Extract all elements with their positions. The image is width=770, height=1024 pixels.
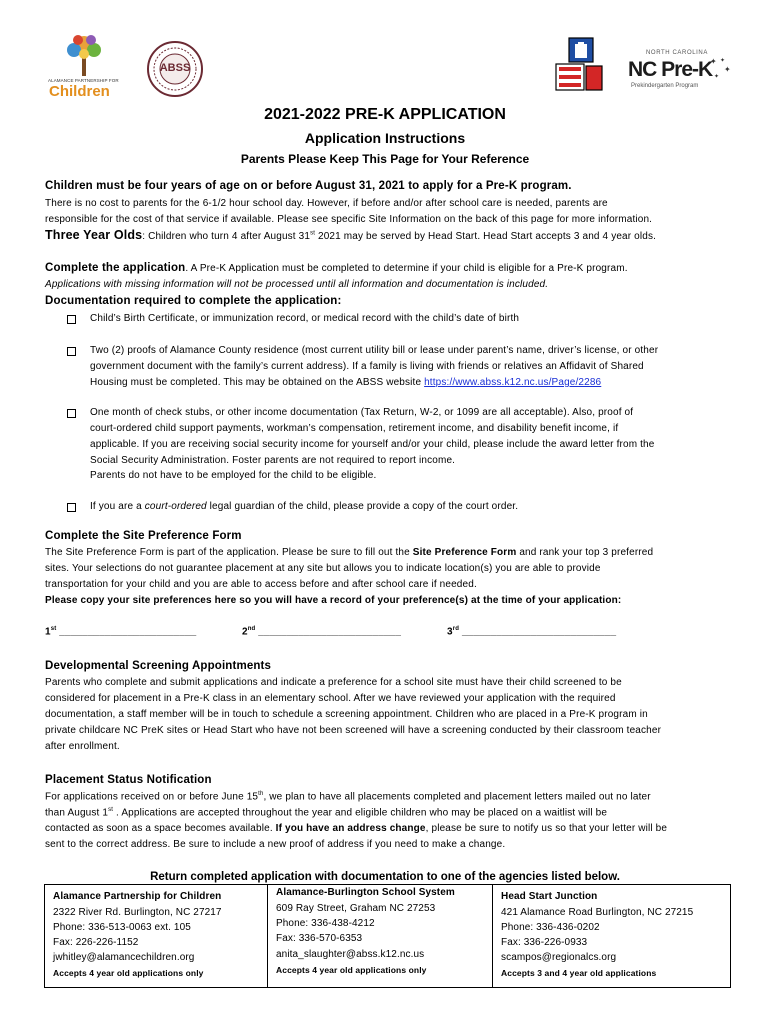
nc-prek-main-text: NC Pre-K [628, 58, 713, 81]
doc-item-2-line-2: government document with the family’s current address). If a family is living with friends or relatives an Affidavit of Shared [90, 361, 644, 372]
placement-heading: Placement Status Notification [45, 774, 212, 786]
screening-line-2: considered for placement in a Pre-K class in an elementary school. After we have reviewed your application with the required [45, 693, 616, 704]
site-pref-3-num: 3 [447, 626, 453, 638]
site-pref-1-blank: ________________________ [56, 626, 197, 638]
agency-phone: Phone: 336-513-0063 ext. 105 [53, 922, 191, 933]
placement-line-3-bold: If you have an address change [275, 823, 426, 834]
complete-application-text: . A Pre-K Application must be completed to determine if your child is eligible for a Pre-K program. [185, 263, 628, 274]
alamance-partnership-logo [44, 32, 124, 102]
three-year-olds-sup: st [310, 230, 316, 237]
site-line-3: transportation for your child and you are able to access before and after school care if needed. [45, 579, 477, 590]
site-pref-2-num: 2 [242, 626, 248, 638]
doc-item-3-line-3: applicable. If you are receiving social security income for yourself and/or your child, please include the award letter from the [90, 439, 655, 450]
site-pref-1-sup: st [50, 626, 57, 632]
agency-email[interactable]: scampos@regionalcs.org [501, 952, 617, 963]
site-line-1-a: The Site Preference Form is part of the application. Please be sure to fill out the [45, 547, 413, 558]
agency-phone: Phone: 336-436-0202 [501, 922, 600, 933]
site-line-1-bold: Site Preference Form [412, 547, 517, 558]
agencies-table [44, 884, 731, 988]
tree-of-children-logo-icon [44, 32, 124, 78]
documentation-heading: Documentation required to complete the application: [45, 295, 342, 307]
site-preference-1[interactable] [45, 626, 196, 637]
doc-item-4-italic: court-ordered [144, 501, 207, 512]
doc-item-3-line-5: Parents do not have to be employed for the child to be eligible. [90, 470, 377, 481]
missing-info-note: Applications with missing information will not be processed until all information and documentation is included. [45, 279, 549, 290]
placement-line-1 [45, 791, 651, 802]
doc-item-3-line-1: One month of check stubs, or other income documentation (Tax Return, W-2, or 1099 are all acceptable). Also, proof of [90, 407, 634, 418]
agency-fax: Fax: 336-570-6353 [276, 933, 363, 944]
alphabet-blocks-logo [553, 36, 605, 92]
svg-text:✦: ✦ [720, 58, 726, 64]
three-year-olds-label: Three Year Olds [45, 228, 143, 242]
doc-item-2-line-3 [90, 377, 601, 388]
doc-item-1: Child’s Birth Certificate, or immunization record, or medical record with the child’s date of birth [90, 313, 520, 324]
screening-line-4: private childcare NC PreK sites or Head Start who have not been screened will have a screening conducted by their classroom teacher [45, 725, 662, 736]
placement-line-3 [45, 823, 667, 834]
agency-alamance-partnership [45, 885, 267, 987]
placement-line-3-b: , please be sure to notify us so that your letter will be [425, 823, 668, 834]
placement-line-2-b: . Applications are accepted throughout the year and eligible children who may be placed on a waitlist will be [113, 807, 608, 819]
logo-text-children: Children [49, 83, 110, 100]
svg-text:✦: ✦ [710, 57, 717, 66]
nc-prek-logo [628, 50, 732, 94]
site-pref-2-blank: _________________________ [255, 626, 402, 638]
site-preference-2[interactable] [242, 626, 401, 637]
agency-note: Accepts 3 and 4 year old applications [501, 968, 657, 978]
site-pref-3-blank: ___________________________ [459, 626, 617, 638]
svg-text:✦: ✦ [724, 65, 731, 74]
checkbox-birth-certificate[interactable] [67, 315, 76, 324]
agency-head-start [493, 885, 730, 987]
site-pref-2-sup: nd [247, 626, 256, 632]
site-line-2: sites. Your selections do not guarantee placement at any site but allows you to indicate location(s) you are able to provide [45, 563, 601, 574]
doc-item-3-line-4: Social Security Administration. Foster parents are not required to report income. [90, 455, 456, 466]
site-pref-1-num: 1 [45, 626, 51, 638]
abss-seal-logo [146, 40, 204, 98]
age-heading: Children must be four years of age on or before August 31, 2021 to apply for a Pre-K program. [45, 180, 572, 192]
agency-name: Alamance-Burlington School System [276, 887, 455, 898]
nc-prek-top-text: NORTH CAROLINA [646, 50, 708, 56]
abss-seal-text: ABSS [159, 62, 191, 74]
agency-phone: Phone: 336-438-4212 [276, 918, 375, 929]
agency-note: Accepts 4 year old applications only [53, 968, 204, 978]
doc-item-4 [90, 501, 518, 512]
agency-email[interactable]: jwhitley@alamancechildren.org [53, 952, 195, 963]
placement-line-2-a: than August 1 [45, 807, 109, 819]
placement-line-1-b: , we plan to have all placements completed and placement letters mailed out no later [263, 791, 651, 803]
placement-line-2 [45, 807, 607, 818]
alphabet-blocks-icon [553, 36, 605, 92]
agencies-heading: Return completed application with documentation to one of the agencies listed below. [150, 871, 620, 883]
doc-item-4-text-b: legal guardian of the child, please provide a copy of the court order. [206, 501, 519, 512]
agency-fax: Fax: 336-226-0933 [501, 937, 588, 948]
three-year-olds-text-b: 2021 may be served by Head Start. Head Start accepts 3 and 4 year olds. [315, 231, 657, 242]
agency-address: 421 Alamance Road Burlington, NC 27215 [501, 907, 694, 918]
svg-text:✦: ✦ [714, 74, 720, 80]
agency-fax: Fax: 226-226-1152 [53, 937, 139, 948]
doc-item-2-line-3-text: Housing must be completed. This may be obtained on the ABSS website [90, 377, 425, 388]
checkbox-residence-proof[interactable] [67, 347, 76, 356]
site-line-1-b: and rank your top 3 preferred [516, 547, 654, 558]
screening-line-3: documentation, a staff member will be in touch to schedule a screening appointment. Children who are placed in a Pre-K program in [45, 709, 648, 720]
screening-line-1: Parents who complete and submit applications and indicate a preference for a school site must have their child screened to be [45, 677, 622, 688]
age-line-1: There is no cost to parents for the 6-1/2 hour school day. However, if before and/or after school care is needed, parents are [45, 198, 608, 209]
nc-prek-sub-text: Prekindergarten Program [631, 83, 699, 89]
page-title: 2021-2022 PRE-K APPLICATION [264, 106, 506, 123]
abss-website-link[interactable]: https://www.abss.k12.nc.us/Page/2286 [424, 377, 602, 388]
doc-item-3-line-2: court-ordered child support payments, workman’s compensation, retirement income, and disability benefit income, if [90, 423, 619, 434]
doc-item-2-line-1: Two (2) proofs of Alamance County residence (most current utility bill or lease under parent’s name, driver’s license, or other [90, 345, 659, 356]
screening-heading: Developmental Screening Appointments [45, 660, 272, 672]
site-preference-3[interactable] [447, 626, 616, 637]
agency-abss [268, 885, 492, 987]
age-line-2: responsible for the cost of that service if available. Please see specific Site Information on the back of this page for more information. [45, 214, 653, 225]
site-line-1 [45, 547, 653, 558]
stars-icon [708, 54, 734, 82]
screening-line-5: after enrollment. [45, 741, 120, 752]
placement-line-3-a: contacted as soon as a space becomes available. [45, 823, 276, 834]
placement-line-4: sent to the correct address. Be sure to include a new proof of address if you need to make a change. [45, 839, 506, 850]
agency-email[interactable]: anita_slaughter@abss.k12.nc.us [276, 949, 425, 960]
checkbox-court-order[interactable] [67, 503, 76, 512]
logo-text-small: ALAMANCE PARTNERSHIP FOR [48, 78, 119, 83]
agency-note: Accepts 4 year old applications only [276, 965, 427, 975]
agency-name: Alamance Partnership for Children [53, 891, 222, 902]
complete-application [45, 262, 628, 274]
three-year-olds [45, 228, 656, 242]
agency-address: 609 Ray Street, Graham NC 27253 [276, 903, 436, 914]
agency-address: 2322 River Rd. Burlington, NC 27217 [53, 907, 222, 918]
placement-line-1-sup: th [258, 791, 264, 797]
site-pref-3-sup: rd [452, 626, 460, 632]
checkbox-income-proof[interactable] [67, 409, 76, 418]
page-subtitle: Application Instructions [304, 130, 466, 146]
three-year-olds-text-a: : Children who turn 4 after August 31 [142, 231, 311, 242]
site-line-4: Please copy your site preferences here so you will have a record of your preference(s) at the time of your application: [45, 595, 622, 606]
page-subtitle-2: Parents Please Keep This Page for Your Reference [240, 152, 530, 166]
placement-line-2-sup: st [108, 807, 114, 813]
site-preference-heading: Complete the Site Preference Form [45, 530, 242, 542]
doc-item-4-text-a: If you are a [90, 501, 145, 512]
placement-line-1-a: For applications received on or before June 15 [45, 791, 259, 803]
agency-name: Head Start Junction [501, 891, 598, 902]
complete-application-heading: Complete the application [45, 262, 186, 274]
